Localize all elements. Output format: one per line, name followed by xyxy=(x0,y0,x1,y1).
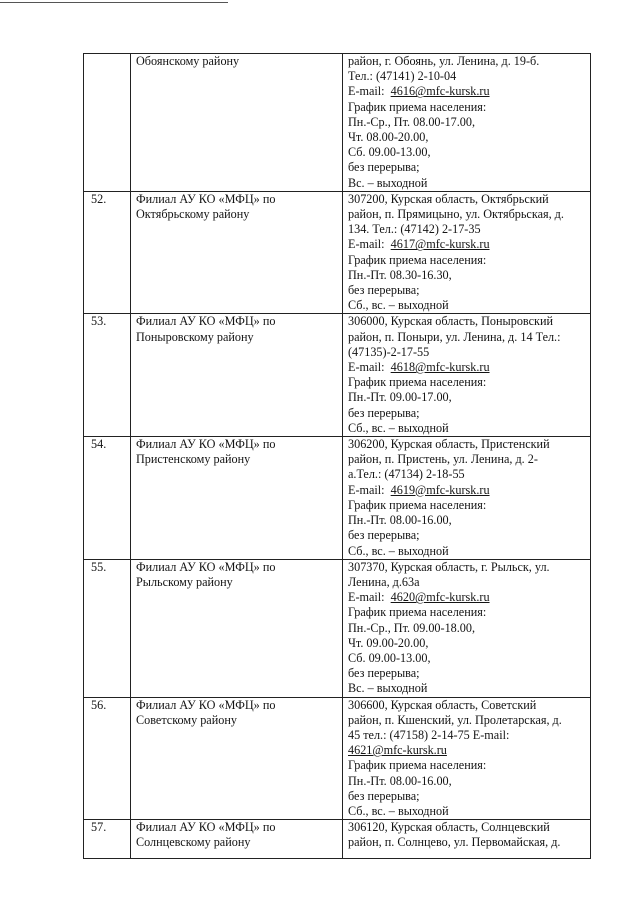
schedule-line: Пн.-Пт. 08.00-16.00, xyxy=(348,773,452,788)
branch-name-line: Филиал АУ КО «МФЦ» по xyxy=(136,820,276,835)
branch-name-line: Пристенскому району xyxy=(136,452,251,467)
row-number xyxy=(84,54,131,192)
schedule-line: Пн.-Пт. 08.30-16.30, xyxy=(348,267,452,282)
email-link[interactable]: 4620@mfc-kursk.ru xyxy=(390,590,490,605)
table-row xyxy=(84,820,591,859)
email-line xyxy=(348,483,588,498)
mfc-branches-table xyxy=(83,53,591,859)
branch-name-line: Советскому району xyxy=(136,712,237,727)
schedule-line: График приема населения: xyxy=(348,605,487,620)
row-number: 52. xyxy=(84,191,131,314)
schedule-line: Сб., вс. – выходной xyxy=(348,420,449,435)
table-row xyxy=(84,191,591,314)
schedule-line: Чт. 08.00-20.00, xyxy=(348,130,429,145)
schedule-line: Пн.-Пт. 09.00-17.00, xyxy=(348,390,452,405)
schedule-line: без перерыва; xyxy=(348,666,420,681)
schedule-line: Пн.-Пт. 08.00-16.00, xyxy=(348,513,452,528)
branch-name-line: Поныровскому району xyxy=(136,329,254,344)
schedule-line: Сб., вс. – выходной xyxy=(348,803,449,818)
branch-name-line: Рыльскому району xyxy=(136,574,233,589)
branch-info-cell xyxy=(343,697,591,820)
row-number: 54. xyxy=(84,437,131,560)
schedule-line: Сб. 09.00-13.00, xyxy=(348,650,431,665)
address-line: (47135)-2-17-55 xyxy=(348,344,430,359)
table-row xyxy=(84,697,591,820)
email-line xyxy=(348,84,588,99)
email-label: E-mail: xyxy=(348,360,391,375)
branch-name-cell xyxy=(131,697,343,820)
address-line: 307370, Курская область, г. Рыльск, ул. xyxy=(348,559,550,574)
email-label: E-mail: xyxy=(348,482,391,497)
row-number: 56. xyxy=(84,697,131,820)
branch-info-cell xyxy=(343,191,591,314)
email-link[interactable]: 4618@mfc-kursk.ru xyxy=(390,360,490,375)
address-line: 306200, Курская область, Пристенский xyxy=(348,437,550,452)
address-line: 134. Тел.: (47142) 2-17-35 xyxy=(348,222,481,237)
branch-name-line: Филиал АУ КО «МФЦ» по xyxy=(136,314,276,329)
schedule-line: График приема населения: xyxy=(348,99,487,114)
address-line: район, г. Обоянь, ул. Ленина, д. 19-б. xyxy=(348,54,540,68)
branch-name-line: Октябрьскому району xyxy=(136,207,250,222)
schedule-line: Вс. – выходной xyxy=(348,681,428,696)
branch-name-cell xyxy=(131,54,343,192)
email-link[interactable]: 4619@mfc-kursk.ru xyxy=(390,482,490,497)
email-label: E-mail: xyxy=(348,84,391,99)
branch-info-cell xyxy=(343,54,591,192)
table-row xyxy=(84,437,591,560)
branch-name-cell xyxy=(131,437,343,560)
schedule-line: Чт. 09.00-20.00, xyxy=(348,635,429,650)
row-number: 53. xyxy=(84,314,131,437)
email-line xyxy=(348,743,588,758)
row-number: 57. xyxy=(84,820,131,859)
address-line: район, п. Солнцево, ул. Первомайская, д. xyxy=(348,835,561,850)
schedule-line: Сб., вс. – выходной xyxy=(348,543,449,558)
row-number: 55. xyxy=(84,559,131,697)
email-link[interactable]: 4617@mfc-kursk.ru xyxy=(390,237,490,252)
branch-name-cell xyxy=(131,820,343,859)
address-line: 306000, Курская область, Поныровский xyxy=(348,314,553,329)
schedule-line: без перерыва; xyxy=(348,160,420,175)
schedule-line: График приема населения: xyxy=(348,252,487,267)
schedule-line: Пн.-Ср., Пт. 08.00-17.00, xyxy=(348,114,476,129)
schedule-line: без перерыва; xyxy=(348,528,420,543)
address-line: Ленина, д.63а xyxy=(348,574,420,589)
branch-name-line: Филиал АУ КО «МФЦ» по xyxy=(136,191,276,206)
address-line: а.Тел.: (47134) 2-18-55 xyxy=(348,467,465,482)
branch-info-cell xyxy=(343,314,591,437)
branch-name-line: Филиал АУ КО «МФЦ» по xyxy=(136,559,276,574)
table-row xyxy=(84,559,591,697)
branch-info-cell xyxy=(343,437,591,560)
table-row xyxy=(84,54,591,192)
schedule-line: без перерыва; xyxy=(348,405,420,420)
address-line: район, п. Кшенский, ул. Пролетарская, д. xyxy=(348,712,562,727)
branch-name-cell xyxy=(131,191,343,314)
branch-name-cell xyxy=(131,314,343,437)
branch-name-line: Солнцевскому району xyxy=(136,835,251,850)
schedule-line: Сб. 09.00-13.00, xyxy=(348,145,431,160)
schedule-line: Пн.-Ср., Пт. 09.00-18.00, xyxy=(348,620,476,635)
branch-name-line: Филиал АУ КО «МФЦ» по xyxy=(136,697,276,712)
schedule-line: Вс. – выходной xyxy=(348,175,428,190)
email-link[interactable]: 4616@mfc-kursk.ru xyxy=(390,84,490,99)
branch-name-line: Филиал АУ КО «МФЦ» по xyxy=(136,437,276,452)
schedule-line: График приема населения: xyxy=(348,758,487,773)
address-line: район, п. Поныри, ул. Ленина, д. 14 Тел.: xyxy=(348,329,561,344)
address-line: 45 тел.: (47158) 2-14-75 E-mail: xyxy=(348,727,510,742)
address-line: район, п. Прямицыно, ул. Октябрьская, д. xyxy=(348,207,564,222)
branch-name-line: Обоянскому району xyxy=(136,54,240,68)
branch-info-cell xyxy=(343,820,591,859)
address-line: 306600, Курская область, Советский xyxy=(348,697,537,712)
email-line xyxy=(348,360,588,375)
email-line xyxy=(348,237,588,252)
schedule-line: График приема населения: xyxy=(348,375,487,390)
schedule-line: Сб., вс. – выходной xyxy=(348,298,449,313)
schedule-line: без перерыва; xyxy=(348,283,420,298)
schedule-line: График приема населения: xyxy=(348,497,487,512)
address-line: 307200, Курская область, Октябрьский xyxy=(348,191,549,206)
branch-name-cell xyxy=(131,559,343,697)
table-body xyxy=(84,54,591,859)
schedule-line: без перерыва; xyxy=(348,788,420,803)
top-edge-line xyxy=(0,2,228,3)
branch-info-cell xyxy=(343,559,591,697)
table-row xyxy=(84,314,591,437)
email-link[interactable]: 4621@mfc-kursk.ru xyxy=(348,743,447,758)
address-line: Тел.: (47141) 2-10-04 xyxy=(348,69,457,84)
email-line xyxy=(348,590,588,605)
address-line: 306120, Курская область, Солнцевский xyxy=(348,820,550,835)
email-label: E-mail: xyxy=(348,237,391,252)
address-line: район, п. Пристень, ул. Ленина, д. 2- xyxy=(348,452,538,467)
email-label: E-mail: xyxy=(348,590,391,605)
